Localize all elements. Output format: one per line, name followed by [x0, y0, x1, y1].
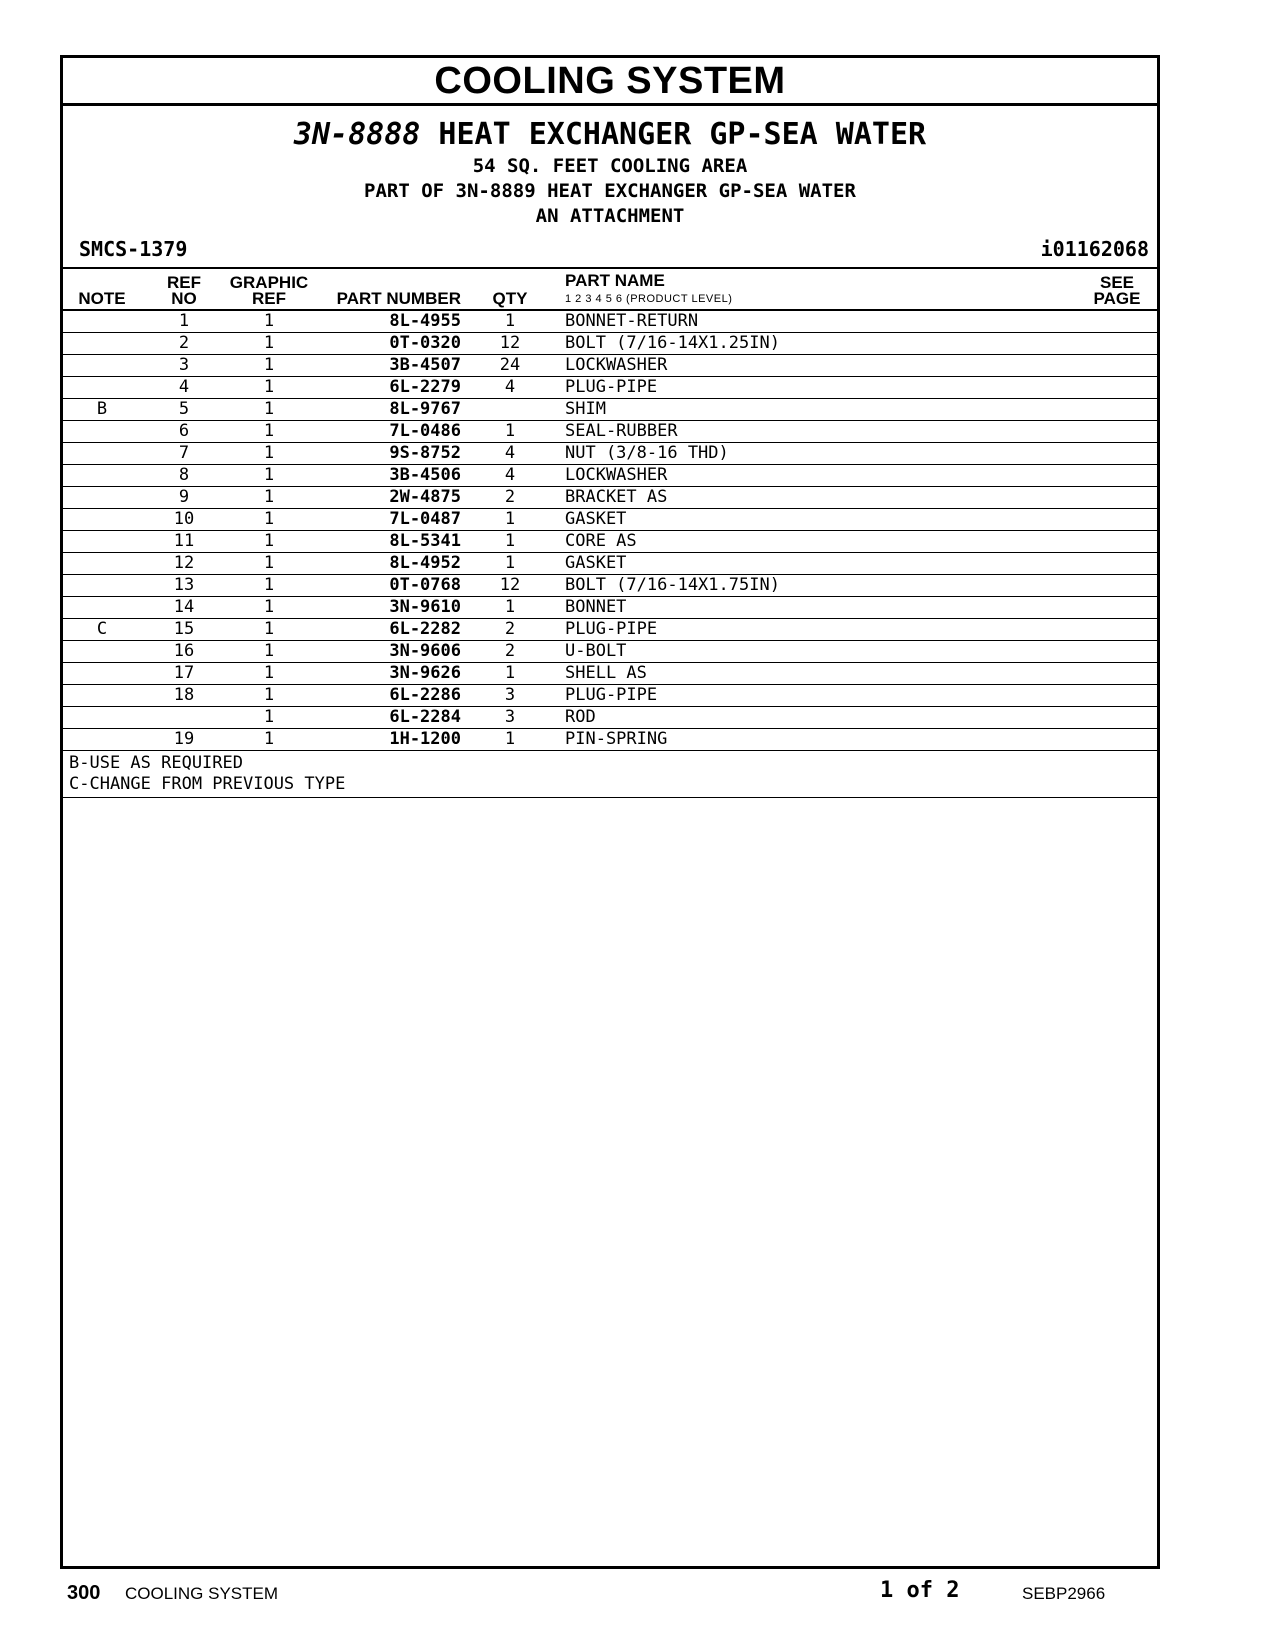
- graphic-ref-cell: 1: [227, 443, 311, 465]
- qty-cell: 4: [467, 443, 553, 465]
- qty-cell: 1: [467, 729, 553, 751]
- part-number-cell: 6L-2286: [311, 685, 467, 707]
- note-cell: C: [63, 619, 141, 641]
- note-cell: [63, 355, 141, 377]
- part-name-cell: LOCKWASHER: [553, 355, 1077, 377]
- qty-cell: 4: [467, 377, 553, 399]
- note-cell: [63, 509, 141, 531]
- part-name-cell: CORE AS: [553, 531, 1077, 553]
- smcs-code: SMCS-1379: [79, 237, 188, 261]
- notes-row: [63, 751, 1157, 798]
- part-number-cell: 3B-4506: [311, 465, 467, 487]
- part-name-cell: LOCKWASHER: [553, 465, 1077, 487]
- graphic-ref-cell: 1: [227, 310, 311, 333]
- qty-cell: 24: [467, 355, 553, 377]
- part-number-cell: 6L-2284: [311, 707, 467, 729]
- graphic-ref-cell: 1: [227, 465, 311, 487]
- graphic-ref-cell: 1: [227, 685, 311, 707]
- part-name-cell: BONNET: [553, 597, 1077, 619]
- note-cell: [63, 310, 141, 333]
- ref-no-cell: 6: [141, 421, 227, 443]
- part-number-cell: 1H-1200: [311, 729, 467, 751]
- ref-no-cell: 18: [141, 685, 227, 707]
- ref-no-cell: 10: [141, 509, 227, 531]
- page-number: 300: [67, 1582, 101, 1604]
- qty-cell: 12: [467, 575, 553, 597]
- note-cell: [63, 443, 141, 465]
- part-name-cell: SHELL AS: [553, 663, 1077, 685]
- note-cell: [63, 553, 141, 575]
- qty-cell: 3: [467, 707, 553, 729]
- note-cell: [63, 465, 141, 487]
- see-page-cell: [1077, 509, 1157, 531]
- see-page-cell: [1077, 377, 1157, 399]
- ref-no-cell: 13: [141, 575, 227, 597]
- note-cell: [63, 531, 141, 553]
- subtitle-line: 54 SQ. FEET COOLING AREA: [472, 155, 748, 177]
- qty-cell: 1: [467, 421, 553, 443]
- note-cell: [63, 707, 141, 729]
- graphic-ref-cell: 1: [227, 575, 311, 597]
- qty-cell: 2: [467, 619, 553, 641]
- col-part-number: PART NUMBER: [311, 268, 467, 310]
- see-page-cell: [1077, 729, 1157, 751]
- note-cell: [63, 575, 141, 597]
- table-row: [63, 619, 1157, 641]
- table-row: [63, 377, 1157, 399]
- note-cell: [63, 597, 141, 619]
- ref-no-cell: [141, 707, 227, 729]
- note-cell: [63, 421, 141, 443]
- part-name-cell: PLUG-PIPE: [553, 685, 1077, 707]
- part-number-cell: 6L-2279: [311, 377, 467, 399]
- doc-number: SEBP2966: [1022, 1584, 1106, 1603]
- part-name-cell: GASKET: [553, 509, 1077, 531]
- qty-cell: 1: [467, 553, 553, 575]
- ref-no-cell: 14: [141, 597, 227, 619]
- part-number-cell: 6L-2282: [311, 619, 467, 641]
- see-page-cell: [1077, 619, 1157, 641]
- meta-row: [63, 237, 1157, 267]
- table-row: [63, 509, 1157, 531]
- part-number-cell: 3B-4507: [311, 355, 467, 377]
- graphic-ref-cell: 1: [227, 597, 311, 619]
- table-row: [63, 597, 1157, 619]
- table-row: [63, 707, 1157, 729]
- graphic-ref-cell: 1: [227, 487, 311, 509]
- note-cell: [63, 487, 141, 509]
- see-page-cell: [1077, 641, 1157, 663]
- part-name-cell: SHIM: [553, 399, 1077, 421]
- graphic-ref-cell: 1: [227, 421, 311, 443]
- part-number-cell: 0T-0320: [311, 333, 467, 355]
- document-id: i01162068: [1040, 237, 1149, 261]
- product-level-scale: 1 2 3 4 5 6 (PRODUCT LEVEL): [565, 293, 733, 305]
- col-note: NOTE: [63, 268, 141, 310]
- part-name-cell: PLUG-PIPE: [553, 619, 1077, 641]
- see-page-cell: [1077, 685, 1157, 707]
- table-row: [63, 310, 1157, 333]
- col-see-page: SEE PAGE: [1077, 268, 1157, 310]
- part-name-cell: U-BOLT: [553, 641, 1077, 663]
- qty-cell: 1: [467, 597, 553, 619]
- see-page-cell: [1077, 310, 1157, 333]
- table-row: [63, 553, 1157, 575]
- note-c: C-CHANGE FROM PREVIOUS TYPE: [69, 774, 346, 794]
- ref-no-cell: 9: [141, 487, 227, 509]
- note-cell: [63, 333, 141, 355]
- part-name-cell: BOLT (7/16-14X1.25IN): [553, 333, 1077, 355]
- graphic-ref-cell: 1: [227, 663, 311, 685]
- part-number-cell: 2W-4875: [311, 487, 467, 509]
- parts-rows: [63, 310, 1157, 751]
- graphic-ref-cell: 1: [227, 707, 311, 729]
- table-row: [63, 729, 1157, 751]
- see-page-cell: [1077, 707, 1157, 729]
- note-cell: [63, 663, 141, 685]
- table-row: [63, 355, 1157, 377]
- notes-cell: [63, 751, 1157, 798]
- ref-no-cell: 12: [141, 553, 227, 575]
- subtitle-line: AN ATTACHMENT: [535, 205, 685, 227]
- see-page-cell: [1077, 575, 1157, 597]
- part-number-cell: 9S-8752: [311, 443, 467, 465]
- part-number-cell: 8L-4955: [311, 310, 467, 333]
- part-name-cell: SEAL-RUBBER: [553, 421, 1077, 443]
- col-part-name: PART NAME 1 2 3 4 5 6 (PRODUCT LEVEL): [553, 268, 1077, 310]
- table-row: [63, 575, 1157, 597]
- note-cell: [63, 729, 141, 751]
- see-page-cell: [1077, 355, 1157, 377]
- see-page-cell: [1077, 597, 1157, 619]
- see-page-cell: [1077, 663, 1157, 685]
- part-number-cell: 8L-4952: [311, 553, 467, 575]
- ref-no-cell: 11: [141, 531, 227, 553]
- col-qty: QTY: [467, 268, 553, 310]
- ref-no-cell: 1: [141, 310, 227, 333]
- col-ref-no: REF NO: [141, 268, 227, 310]
- table-row: [63, 465, 1157, 487]
- col-graphic-ref: GRAPHIC REF: [227, 268, 311, 310]
- part-name-cell: GASKET: [553, 553, 1077, 575]
- part-number-cell: 3N-9626: [311, 663, 467, 685]
- graphic-ref-cell: 1: [227, 355, 311, 377]
- section-title: COOLING SYSTEM: [63, 58, 1157, 106]
- page-footer: [0, 1578, 1275, 1612]
- table-row: [63, 333, 1157, 355]
- table-row: [63, 685, 1157, 707]
- qty-cell: 1: [467, 531, 553, 553]
- part-name-cell: BRACKET AS: [553, 487, 1077, 509]
- part-number-cell: 3N-9610: [311, 597, 467, 619]
- sheet-indicator: 1 of 2: [880, 1578, 960, 1603]
- part-number-cell: 0T-0768: [311, 575, 467, 597]
- part-number-cell: 3N-9606: [311, 641, 467, 663]
- group-part-number: 3N-8888: [293, 117, 421, 152]
- see-page-cell: [1077, 553, 1157, 575]
- ref-no-cell: 17: [141, 663, 227, 685]
- note-cell: [63, 641, 141, 663]
- table-header-row: [63, 268, 1157, 310]
- part-name-cell: NUT (3/8-16 THD): [553, 443, 1077, 465]
- part-number-cell: 8L-9767: [311, 399, 467, 421]
- see-page-cell: [1077, 531, 1157, 553]
- graphic-ref-cell: 1: [227, 333, 311, 355]
- see-page-cell: [1077, 465, 1157, 487]
- table-row: [63, 487, 1157, 509]
- subtitle-line: PART OF 3N-8889 HEAT EXCHANGER GP-SEA WATER: [364, 180, 856, 202]
- part-name-cell: PLUG-PIPE: [553, 377, 1077, 399]
- see-page-cell: [1077, 399, 1157, 421]
- note-cell: [63, 685, 141, 707]
- ref-no-cell: 7: [141, 443, 227, 465]
- ref-no-cell: 19: [141, 729, 227, 751]
- ref-no-cell: 3: [141, 355, 227, 377]
- note-b: B-USE AS REQUIRED: [69, 753, 243, 773]
- note-cell: B: [63, 399, 141, 421]
- table-row: [63, 531, 1157, 553]
- part-name-cell: BONNET-RETURN: [553, 310, 1077, 333]
- part-number-cell: 8L-5341: [311, 531, 467, 553]
- note-cell: [63, 377, 141, 399]
- table-row: [63, 421, 1157, 443]
- ref-no-cell: 15: [141, 619, 227, 641]
- graphic-ref-cell: 1: [227, 509, 311, 531]
- graphic-ref-cell: 1: [227, 619, 311, 641]
- part-name-cell: PIN-SPRING: [553, 729, 1077, 751]
- table-row: [63, 641, 1157, 663]
- qty-cell: 2: [467, 641, 553, 663]
- group-title: [63, 116, 1157, 154]
- ref-no-cell: 4: [141, 377, 227, 399]
- part-name-cell: BOLT (7/16-14X1.75IN): [553, 575, 1077, 597]
- part-number-cell: 7L-0486: [311, 421, 467, 443]
- table-row: [63, 399, 1157, 421]
- table-row: [63, 663, 1157, 685]
- part-number-cell: 7L-0487: [311, 509, 467, 531]
- qty-cell: 2: [467, 487, 553, 509]
- ref-no-cell: 2: [141, 333, 227, 355]
- see-page-cell: [1077, 487, 1157, 509]
- see-page-cell: [1077, 443, 1157, 465]
- graphic-ref-cell: 1: [227, 531, 311, 553]
- ref-no-cell: 16: [141, 641, 227, 663]
- graphic-ref-cell: 1: [227, 399, 311, 421]
- qty-cell: 1: [467, 509, 553, 531]
- group-name: HEAT EXCHANGER GP-SEA WATER: [438, 117, 927, 152]
- graphic-ref-cell: 1: [227, 377, 311, 399]
- parts-table: [63, 267, 1157, 798]
- part-name-cell: ROD: [553, 707, 1077, 729]
- qty-cell: 12: [467, 333, 553, 355]
- footer-section: COOLING SYSTEM: [125, 1584, 279, 1603]
- page-frame: [60, 55, 1160, 1569]
- qty-cell: [467, 399, 553, 421]
- graphic-ref-cell: 1: [227, 553, 311, 575]
- qty-cell: 3: [467, 685, 553, 707]
- graphic-ref-cell: 1: [227, 729, 311, 751]
- ref-no-cell: 8: [141, 465, 227, 487]
- qty-cell: 1: [467, 310, 553, 333]
- qty-cell: 4: [467, 465, 553, 487]
- group-header: [63, 106, 1157, 229]
- see-page-cell: [1077, 333, 1157, 355]
- qty-cell: 1: [467, 663, 553, 685]
- table-row: [63, 443, 1157, 465]
- ref-no-cell: 5: [141, 399, 227, 421]
- graphic-ref-cell: 1: [227, 641, 311, 663]
- see-page-cell: [1077, 421, 1157, 443]
